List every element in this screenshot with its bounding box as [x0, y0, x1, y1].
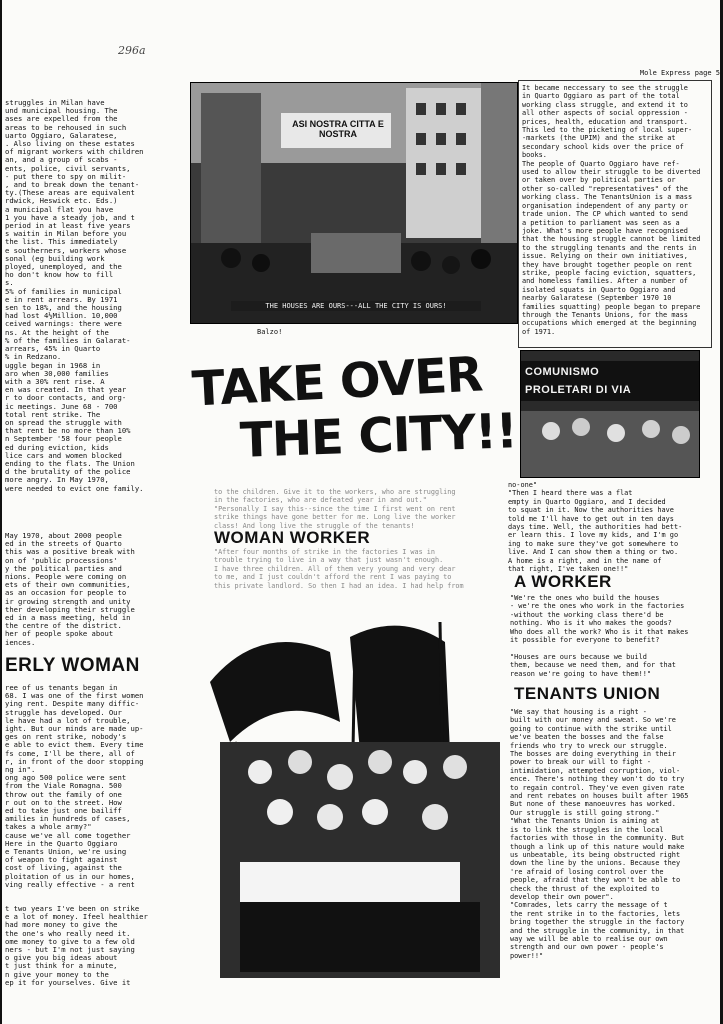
comunismo-banner-photo — [520, 350, 700, 478]
handwritten-page-number: 296a — [118, 44, 146, 57]
page-header: Mole Express page 5 — [639, 69, 720, 77]
center-text-top: to the children. Give it to the workers, who are struggling in the factories, who are defeated year in and out." "Personally I say this--since the time I first went on rent strike things have gone better for me. Long live the worker class! And long live the struggle of the tenants! — [214, 488, 456, 530]
page-edge-left — [0, 0, 2, 1024]
flags-crowd-photo — [200, 612, 500, 978]
photo-caption: THE HOUSES ARE OURS---ALL THE CITY IS OURS! — [231, 301, 481, 311]
woman-worker-heading: WOMAN WORKER — [214, 528, 371, 547]
red-flags-march-image — [200, 612, 500, 978]
houses-are-ours-photo — [190, 82, 518, 324]
left-column-text-3: ree of us tenants began in 68. I was one of the first women ying rent. Despite many diffic- struggle has developed. Our le have had a lot of trouble, ight. But our minds are made up- ges on rent strike, nobody's e able to evict them. Every time fs come, I'll be there, all of r, in front of the door stopping ng in". ong ago 500 police were sent from the Viale Romagna. 500 throw out the family of one r out on to the street. How ed to take just one bailiff amilies in hundreds of cases, takes a whole army?" cause we've all come together Here in the Quarto Oggiaro e Tenants Union, we're using of weapon to fight against cost of living, against the ploitation of us in our homes, ving really effective - a rent — [5, 684, 144, 889]
a-worker-text: "We're the ones who build the houses - we're the ones who work in the factories -without the working class there'd be nothing. Who is it who makes the goods? Who does all the work? Who is it that makes it possible for everyone to benefit? "Houses are ours because we build them, because we need them, and for that reason we're going to have them!!" — [510, 594, 689, 678]
left-column-text-1: struggles in Milan have und municipal housing. The ases are expelled from the areas to be rehoused in such uarto Oggiaro, Galaratese, . Also living on these estates of migrant workers with children an, and a group of scabs - ents, police, civil servants, - put there to spy on milit- , and to break down the tenant- ty.(These areas are equivalent rdwick, Heswick etc. Eds.) a municipal flat you have 1 you have a steady job, and t period in at least five years s waitin in Milan before you the list. This immediately e southerners, workers whose sonal (eg building work ployed, unemployed, and the ho don't know how to fill s. 5% of families in municipal e in rent arrears. By 1971 sen to 18%, and the housing had lost 4½Million. 10,000 ceived warnings: there were ns. At the height of the % of the families in Galarat- arrears, 45% in Quarto % in Redzano. uggle began in 1968 in aro when 30,000 families with a 30% rent rise. A en was created. In that year r to door contacts, and org- ic meetings. June 68 - 700 total rent strike. The on spread the struggle with that rent be no more than 10% n September '58 four people ed during eviction, kids lice cars and women blocked ending to the flats. The Union d the brutality of the police more angry. In May 1970, were needed to evict one family. — [5, 99, 144, 493]
title-line-2: THE CITY!! — [239, 403, 518, 469]
right-mid-text: no-one" "Then I heard there was a flat empty in Quarto Oggiaro, and I decided to squat in it. Now the authorities have told me I'll have to get out in ten days days time. Well, the authorities had bett- er learn this. I love my kids, and I'm go ing to make sure they've got somewhere to live. And I can show them a thing or two. A home is a right, and in the name of that right, I've taken one!!" — [508, 481, 683, 573]
tenants-union-heading: TENANTS UNION — [514, 684, 661, 703]
left-column-text-2: May 1970, about 2000 people ed in the streets of Quarto this was a positive break with on of 'public processions' y the political parties and nions. People were coming on ets of their own communities, as an occasion for people to ir growing strength and unity ther developing their struggle ed in a mass meeting, held in the centre of the district. her of people spoke about iences. — [5, 532, 135, 647]
banner-text-in-photo: ASI NOSTRA CITTA E NOSTRA — [292, 119, 384, 139]
photo-credit: Balzo! — [257, 328, 283, 336]
tenants-union-text: "We say that housing is a right - built with our money and sweat. So we're going to continue with the strike until we've beaten the bosses and the false friends who try to wreck our struggle. The bosses are doing everything in their power to break our will to fight - intimidation, attempted corruption, viol- ence. There's nothing they won't do to try to regain control. They've even given rate and rent rebates on houses built after 1965 But none of these manoeuvres has worked. Our struggle is still going strong." "What the Tenants Union is aiming at is to link the struggles in the local factories with those in the community. But though a link up of this nature would make us unbeatable, its being obstructed right down the line by the unions. Because they 're afraid of losing control over the people, afraid that they won't be able to check the thrust of the exploited to develop their own power". "Comrades, lets carry the message of t the rent strike in to the factories, lets bring together the struggle in the factory and the struggle in the community, in that way we will be able to realise our own strength and our own power - people's power!!" — [510, 708, 689, 960]
right-top-text: It became neccessary to see the struggle in Quarto Oggiaro as part of the total working class struggle, and extend it to all other aspects of social oppression - prices, health, education and transport. This led to the picketing of local super- -markets (the UPIM) and the strike at secondary school kids over the price of books. The people of Quarto Oggiaro have ref- used to allow their struggle to be diverted or taken over by political parties or other so-called "representatives" of the working class. The TenantsUnion is a mass organisation independent of any party or trade union. The CP which wanted to send a petition to parliament was seen as a joke. What's more people have recognised that the housing struggle cannot be limited to the struggling tenants and the rents in issue. Relying on their own initiatives, they have brought together people on rent strike, people facing eviction, squatters, and homeless families. After a number of isolated squats in Quarto Oggiaro and nearby Galaratese (September 1970 10 families squatting) people began to prepare through the Tenants Unions, for the mass occupations which emerged at the beginning of 1971. — [522, 84, 701, 336]
title-line-1: TAKE OVER — [190, 346, 484, 418]
banner-text-comunismo: COMUNISMO PROLETARI DI VIA — [525, 366, 632, 396]
woman-worker-text: "After four months of strike in the factories I was in trouble trying to live in a way that just wasn't enough. I have three children. All of them very young and very dear to me, and I just couldn't afford the rent I was paying to this private landlord. So then I had an idea. I had help from — [214, 548, 464, 590]
a-worker-heading: A WORKER — [514, 572, 612, 591]
left-column-text-4: t two years I've been on strike e a lot of money. Ifeel healthier had more money to give the the one's who really need it. ome money to give to a few old ners - but I'm not just saying o give you big ideas about t just think for a minute, n give your money to the ep it for yourselves. Give it — [5, 905, 148, 987]
early-woman-heading: ERLY WOMAN — [5, 655, 140, 676]
right-top-box — [518, 80, 712, 348]
